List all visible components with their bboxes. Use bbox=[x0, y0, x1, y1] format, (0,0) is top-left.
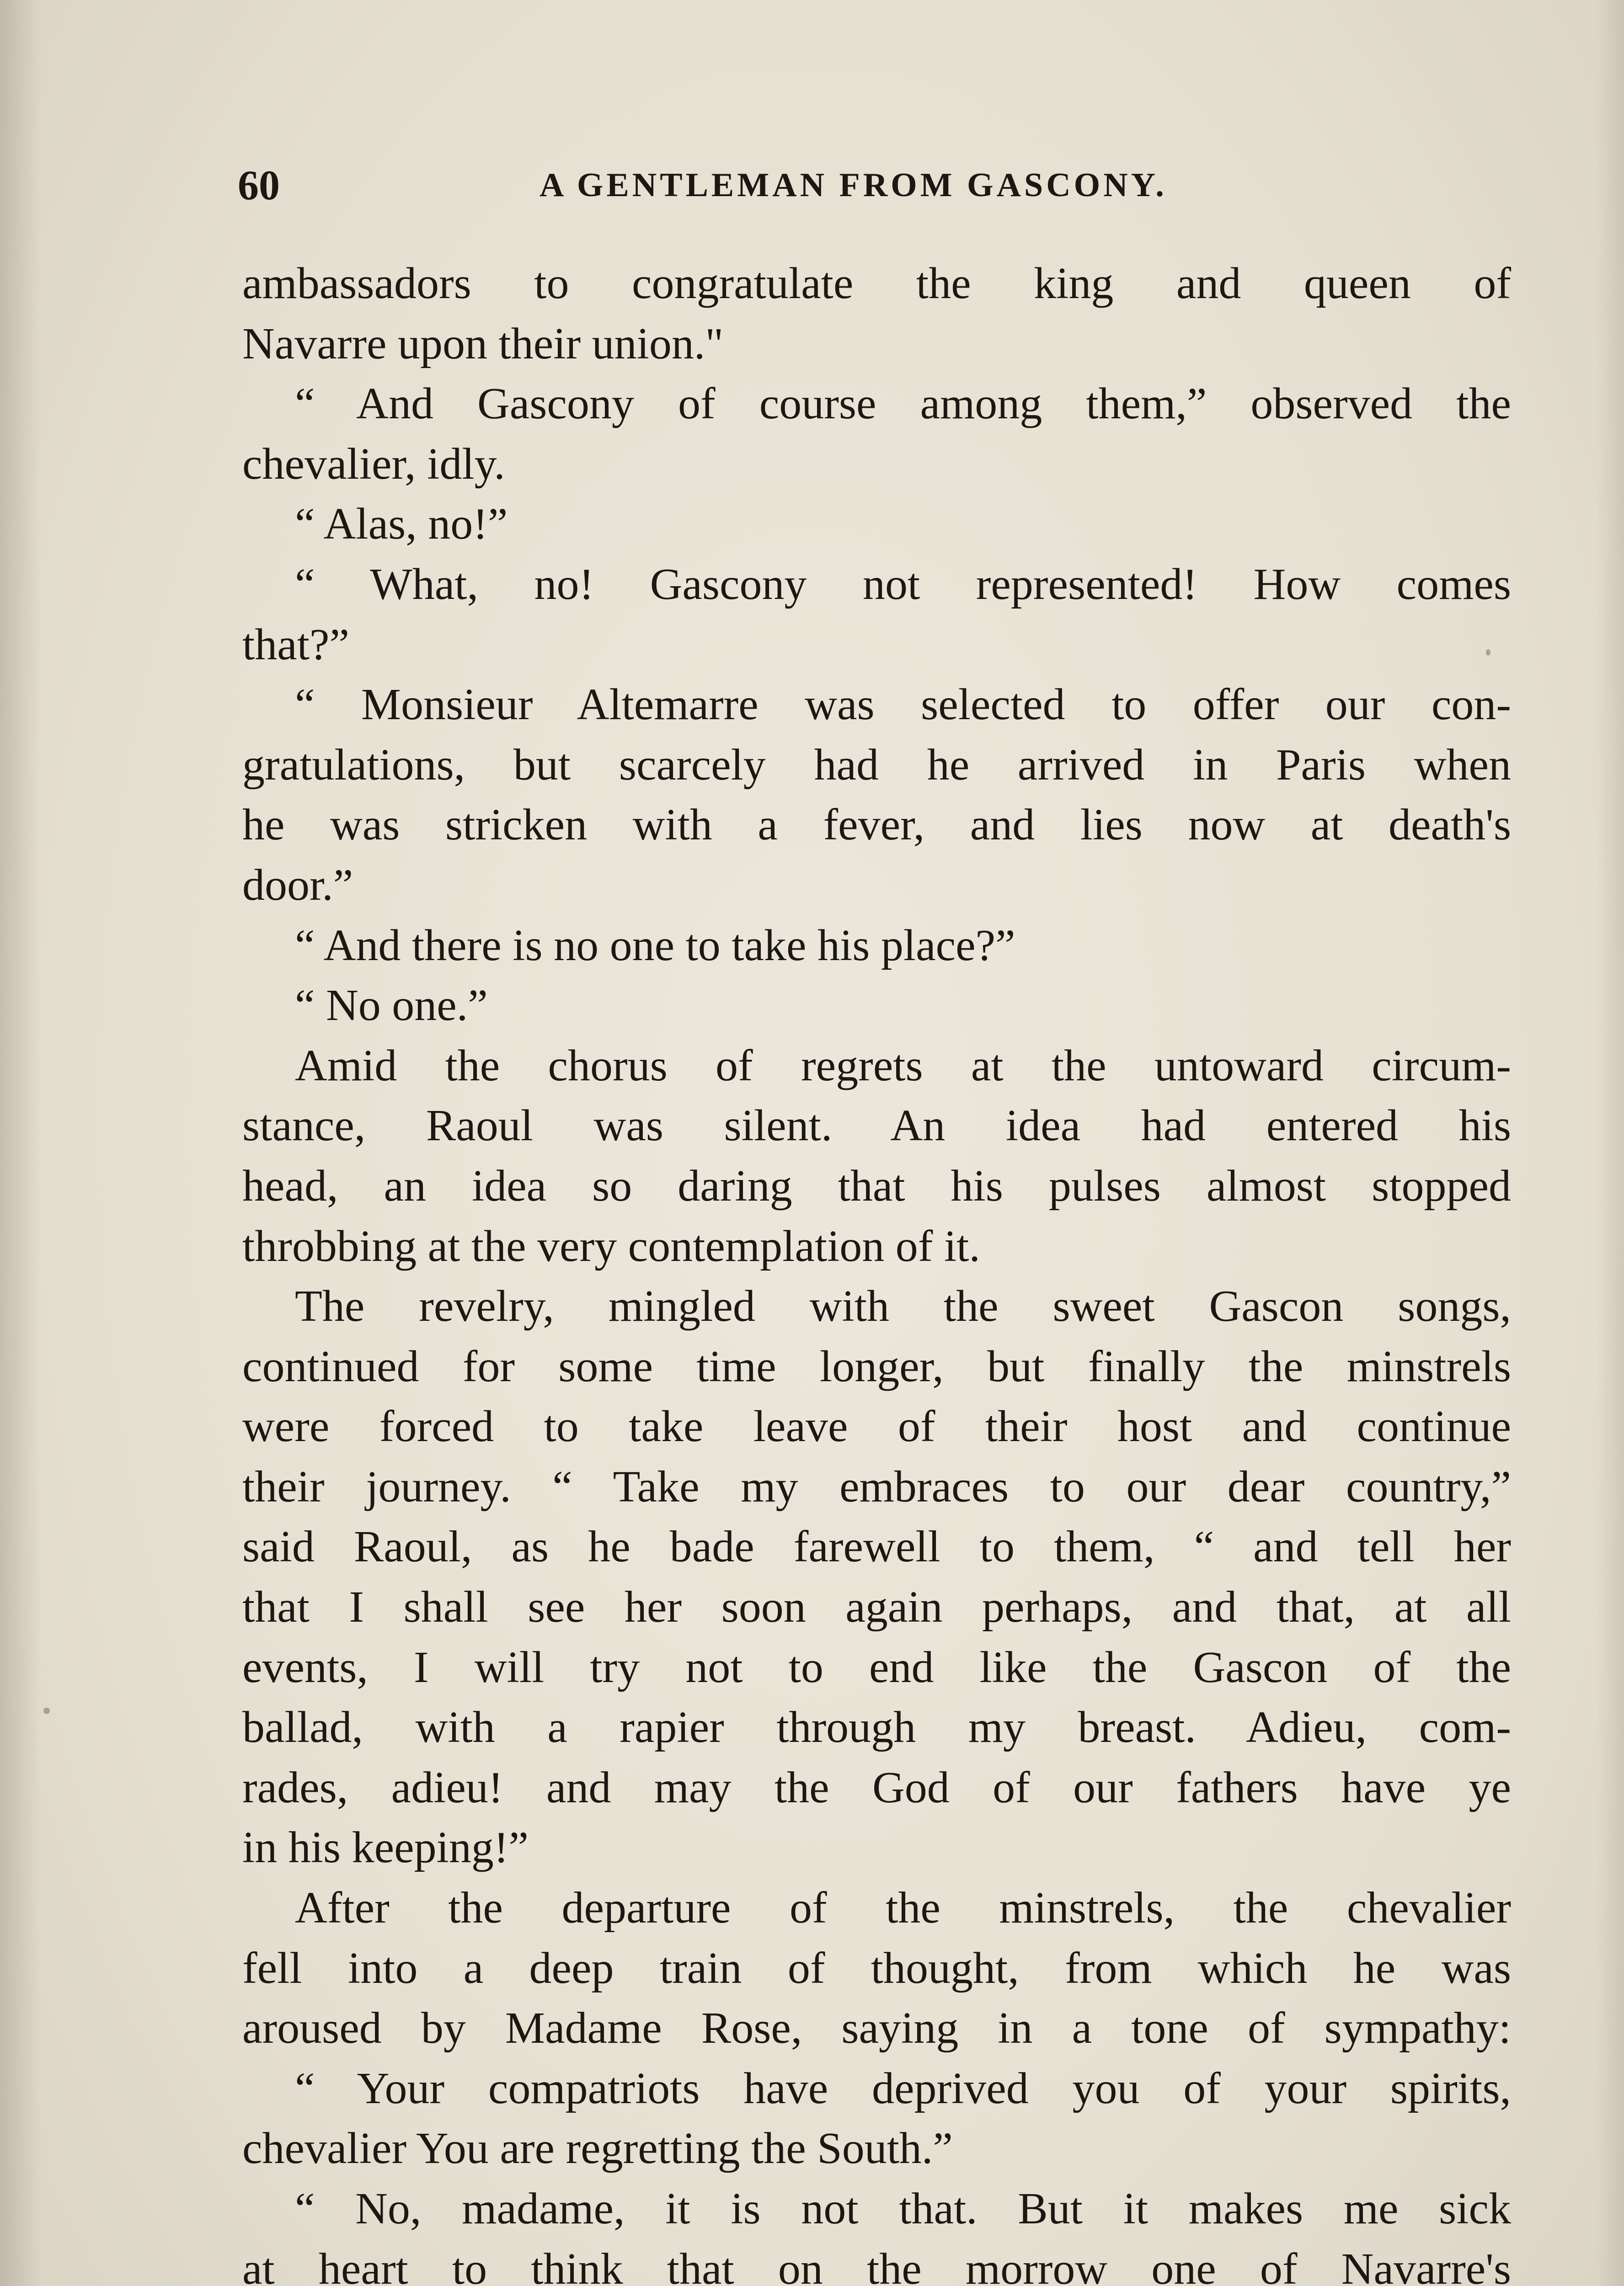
text-line: their journey. “ Take my embraces to our dear country,” bbox=[242, 1462, 1511, 1512]
text-line: “ No one.” bbox=[295, 981, 488, 1031]
text-line: “ And there is no one to take his place?” bbox=[295, 920, 1015, 970]
text-line: events, I will try not to end like the Gascon of the bbox=[242, 1642, 1511, 1692]
text-line: fell into a deep train of thought, from which he was bbox=[242, 1943, 1511, 1993]
page-header bbox=[238, 160, 1202, 210]
paper-speck bbox=[1486, 649, 1490, 656]
text-line: stance, Raoul was silent. An idea had entered his bbox=[242, 1101, 1511, 1151]
spine-shadow bbox=[0, 0, 41, 2286]
paper-speck bbox=[43, 1708, 50, 1714]
text-line: that?” bbox=[242, 620, 349, 669]
text-line: “ And Gascony of course among them,” observed the bbox=[295, 379, 1511, 429]
text-line: Amid the chorus of regrets at the untoward circum- bbox=[295, 1041, 1511, 1090]
text-line: rades, adieu! and may the God of our fathers have ye bbox=[242, 1763, 1511, 1812]
text-line: gratulations, but scarcely had he arrived in Paris when bbox=[242, 740, 1511, 790]
text-line: were forced to take leave of their host and continue bbox=[242, 1402, 1511, 1452]
text-line: in his keeping!” bbox=[242, 1823, 529, 1873]
text-line: that I shall see her soon again perhaps, and that, at all bbox=[242, 1582, 1511, 1632]
text-line: The revelry, mingled with the sweet Gascon songs, bbox=[295, 1282, 1511, 1331]
text-line: ballad, with a rapier through my breast. Adieu, com- bbox=[242, 1703, 1511, 1752]
text-line: “ Alas, no!” bbox=[295, 499, 508, 549]
text-line: at heart to think that on the morrow one of Navarre's bbox=[242, 2244, 1511, 2286]
edge-shadow bbox=[1597, 0, 1624, 2286]
text-line: “ What, no! Gascony not represented! How comes bbox=[295, 559, 1511, 609]
text-line: chevalier, idly. bbox=[242, 439, 505, 489]
text-line: After the departure of the minstrels, the chevalier bbox=[295, 1883, 1511, 1933]
body-text bbox=[242, 254, 1511, 2286]
text-line: ambassadors to congratulate the king and queen of bbox=[242, 259, 1511, 308]
text-line: aroused by Madame Rose, saying in a tone of sympathy: bbox=[242, 2003, 1511, 2053]
text-line: Navarre upon their union." bbox=[242, 319, 724, 369]
text-line: “ Monsieur Altemarre was selected to offer our con- bbox=[295, 680, 1511, 730]
text-line: throbbing at the very contemplation of it. bbox=[242, 1221, 980, 1271]
page-number: 60 bbox=[238, 162, 280, 208]
text-line: continued for some time longer, but finally the minstrels bbox=[242, 1341, 1511, 1391]
text-line: “ No, madame, it is not that. But it makes me sick bbox=[295, 2184, 1511, 2233]
text-line: chevalier You are regretting the South.” bbox=[242, 2124, 953, 2174]
text-line: “ Your compatriots have deprived you of your spirits, bbox=[295, 2063, 1511, 2113]
running-title: A GENTLEMAN FROM GASCONY. bbox=[540, 166, 1167, 204]
text-line: he was stricken with a fever, and lies now at death's bbox=[242, 800, 1511, 850]
text-line: said Raoul, as he bade farewell to them, “ and tell her bbox=[242, 1522, 1511, 1572]
text-line: door.” bbox=[242, 860, 353, 910]
text-line: head, an idea so daring that his pulses almost stopped bbox=[242, 1161, 1511, 1211]
